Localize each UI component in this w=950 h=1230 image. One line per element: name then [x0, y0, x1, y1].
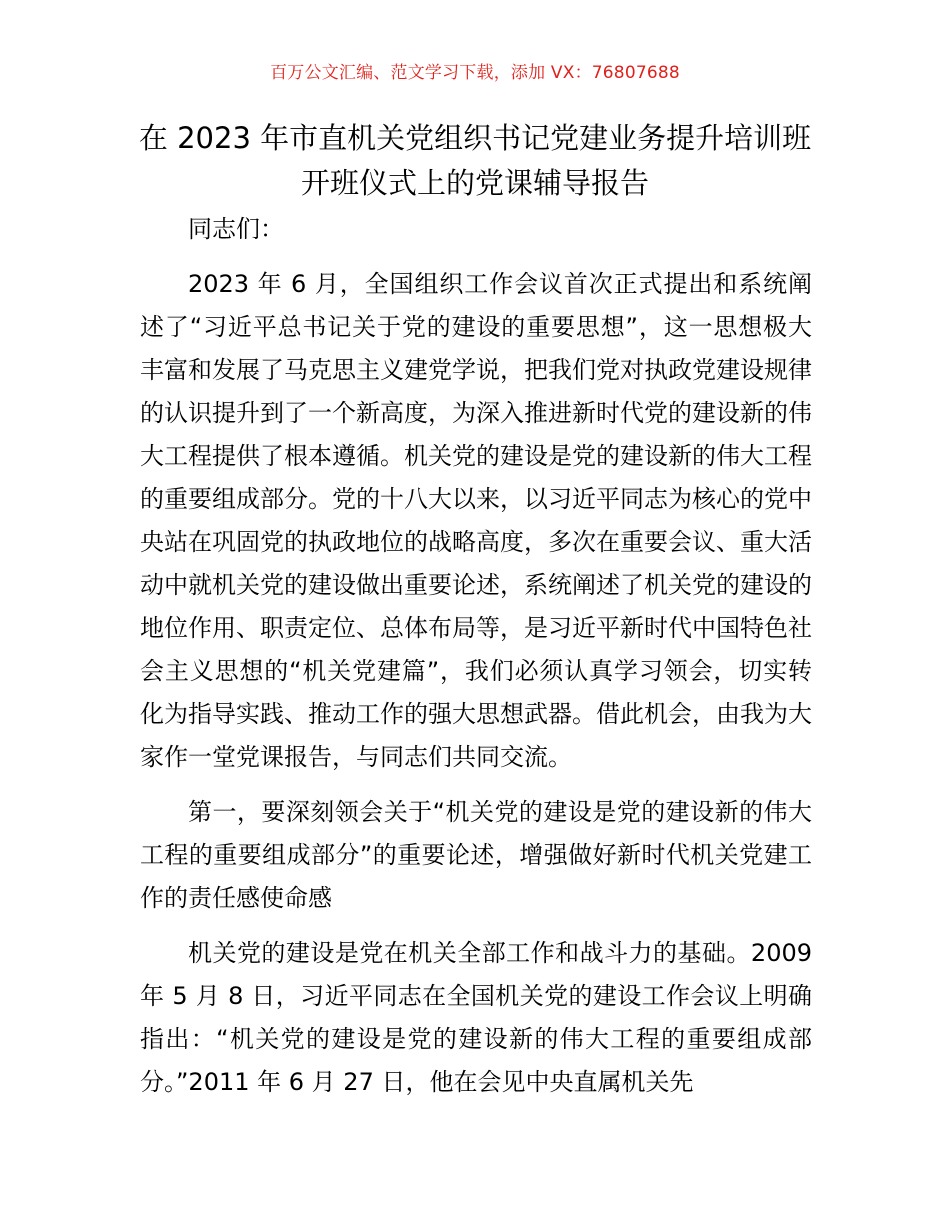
section-one-paragraph: 机关党的建设是党在机关全部工作和战斗力的基础。2009 年 5 月 8 日，习近平同志在全国机关党的建设工作会议上明确指出：“机关党的建设是党的建设新的伟大工程的重要组成部分。”2011 年 6 月 27 日，他在会见中央直属机关先 — [140, 939, 812, 1096]
intro-paragraph: 2023 年 6 月，全国组织工作会议首次正式提出和系统阐述了“习近平总书记关于党的建设的重要思想”，这一思想极大丰富和发展了马克思主义建党学说，把我们党对执政党建设规律的认识提升到了一个新高度，为深入推进新时代党的建设新的伟大工程提供了根本遵循。机关党的建设是党的建设新的伟大工程的重要组成部分。党的十八大以来，以习近平同志为核心的党中央站在巩固党的执政地位的战略高度，多次在重要会议、重大活动中就机关党的建设做出重要论述，系统阐述了机关党的建设的地位作用、职责定位、总体布局等，是习近平新时代中国特色社会主义思想的“机关党建篇”，我们必须认真学习领会，切实转化为指导实践、推动工作的强大思想武器。借此机会，由我为大家作一堂党课报告，与同志们共同交流。 — [140, 270, 812, 771]
section-one-heading: 第一，要深刻领会关于“机关党的建设是党的建设新的伟大工程的重要组成部分”的重要论述，增强做好新时代机关党建工作的责任感使命感 — [140, 798, 812, 912]
header-watermark-note: 百万公文汇编、范文学习下载，添加 VX：76807688 — [270, 63, 680, 83]
document-body — [140, 208, 812, 1116]
salutation-paragraph: 同志们： — [188, 215, 284, 243]
document-title: 在 2023 年市直机关党组织书记党建业务提升培训班开班仪式上的党课辅导报告 — [138, 121, 812, 200]
